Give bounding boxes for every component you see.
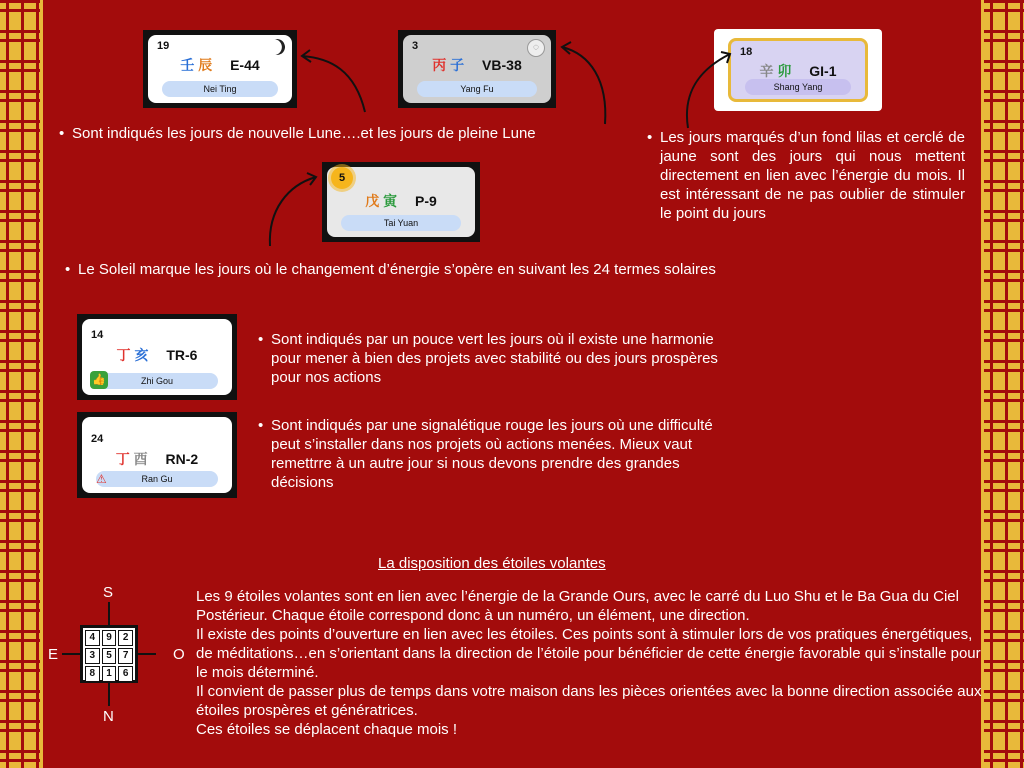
arrow-to-tai-yuan (270, 177, 316, 246)
card-yang-fu (398, 30, 556, 108)
day-number: 19 (157, 40, 170, 52)
day-number: 3 (412, 40, 419, 52)
stars-section-title: La disposition des étoiles volantes (378, 555, 606, 572)
stars-paragraph-2: Il existe des points d’ouverture en lien avec les étoiles. Ces points sont à stimuler lors de vos pratiques énergétiques, de méditations…en s’orientant dans la direction de l’étoile pour bénéficier de cette énergie favorable qui s’installe pour le mois déterminé. (196, 626, 981, 681)
grid-cell: 9 (102, 630, 117, 646)
point-code: E-44 (230, 57, 260, 73)
point-name: Ran Gu (96, 471, 218, 487)
branch-char: 亥 (134, 347, 149, 363)
grid-cell: 3 (85, 648, 100, 664)
point-name: Tai Yuan (341, 215, 461, 231)
day-number: 14 (91, 329, 104, 341)
grid-cell: 5 (102, 648, 117, 664)
stars-paragraph-4: Ces étoiles se déplacent chaque mois ! (196, 721, 457, 738)
point-name: Nei Ting (162, 81, 278, 97)
branch-char: 酉 (133, 451, 148, 467)
day-number: 18 (740, 46, 753, 58)
arrow-to-nei-ting (302, 56, 365, 112)
card-shang-yang-wrapper (714, 29, 882, 111)
point-code: RN-2 (165, 451, 199, 467)
stem-char: 辛 (759, 63, 774, 79)
point-code: TR-6 (166, 347, 198, 363)
stem-char: 丁 (116, 347, 131, 363)
card-shang-yang (728, 38, 868, 102)
lilac-description: • Les jours marqués d’un fond lilas et cerclé de jaune sont des jours qui nous mettent directement en lien avec l’énergie du mois. Il est intéressant de ne pas oublier de stimuler le point du jours (660, 128, 965, 223)
day-number: 24 (91, 433, 104, 445)
grid-cell: 8 (85, 666, 100, 682)
moon-description: • Sont indiqués les jours de nouvelle Lune….et les jours de pleine Lune (72, 124, 632, 143)
point-name: Zhi Gou (96, 373, 218, 389)
left-greek-key-border (0, 0, 43, 768)
stars-paragraph-3: Il convient de passer plus de temps dans votre maison dans les pièces orientées avec la bonne direction associée aux étoiles prospères et génératrices. (196, 683, 982, 719)
grid-cell: 2 (118, 630, 133, 646)
arrow-head (307, 173, 316, 185)
right-greek-key-border (981, 0, 1024, 768)
compass-west: O (173, 646, 185, 663)
card-zhi-gou (77, 314, 237, 400)
point-code: P-9 (414, 193, 437, 209)
compass-east: E (48, 646, 59, 663)
sun-description: • Le Soleil marque les jours où le changement d’énergie s’opère en suivant les 24 termes solaires (78, 260, 858, 279)
card-nei-ting (143, 30, 297, 108)
arrow-to-yang-fu (562, 47, 605, 124)
arrow-head (562, 42, 571, 54)
grid-cell: 6 (118, 666, 133, 682)
grid-cell: 4 (85, 630, 100, 646)
compass-north: N (103, 708, 114, 725)
stem-char: 壬 (180, 57, 195, 73)
branch-char: 卯 (777, 63, 792, 79)
full-moon-icon: ◌ (527, 39, 545, 57)
branch-char: 辰 (198, 57, 213, 73)
stem-char: 戊 (365, 193, 380, 209)
luo-shu-grid (80, 625, 138, 683)
warning-description: • Sont indiqués par une signalétique rouge les jours où une difficulté peut s’installer dans nos projets où actions menées. Mieux vaut remettrre à un autre jour si nous devons prendre des grandes décisions (271, 416, 741, 492)
arrow-head (302, 50, 311, 62)
point-name: Shang Yang (745, 79, 851, 95)
stem-char: 丙 (432, 57, 447, 73)
compass-south: S (103, 584, 114, 601)
card-ran-gu (77, 412, 237, 498)
warning-icon: ⚠ (96, 472, 107, 486)
branch-char: 子 (450, 57, 465, 73)
stars-body (196, 587, 986, 739)
sun-icon: 5 (331, 167, 353, 189)
thumbs-up-icon: 👍 (90, 371, 108, 389)
point-code: VB-38 (482, 57, 522, 73)
luo-shu-compass (48, 584, 190, 725)
thumb-description: • Sont indiqués par un pouce vert les jours où il existe une harmonie pour mener à bien des projets avec stabilité ou des jours prospères pour nos actions (271, 330, 741, 387)
stem-char: 丁 (115, 451, 130, 467)
grid-cell: 1 (102, 666, 117, 682)
branch-char: 寅 (383, 193, 398, 209)
point-code: GI-1 (809, 63, 837, 79)
card-tai-yuan (322, 162, 480, 242)
point-name: Yang Fu (417, 81, 537, 97)
stars-paragraph-1: Les 9 étoiles volantes sont en lien avec l’énergie de la Grande Ours, avec le carré du Luo Shu et le Ba Gua du Ciel Postérieur. Chaque étoile correspond donc à un numéro, un élément, une direction. (196, 588, 959, 624)
grid-cell: 7 (118, 648, 133, 664)
